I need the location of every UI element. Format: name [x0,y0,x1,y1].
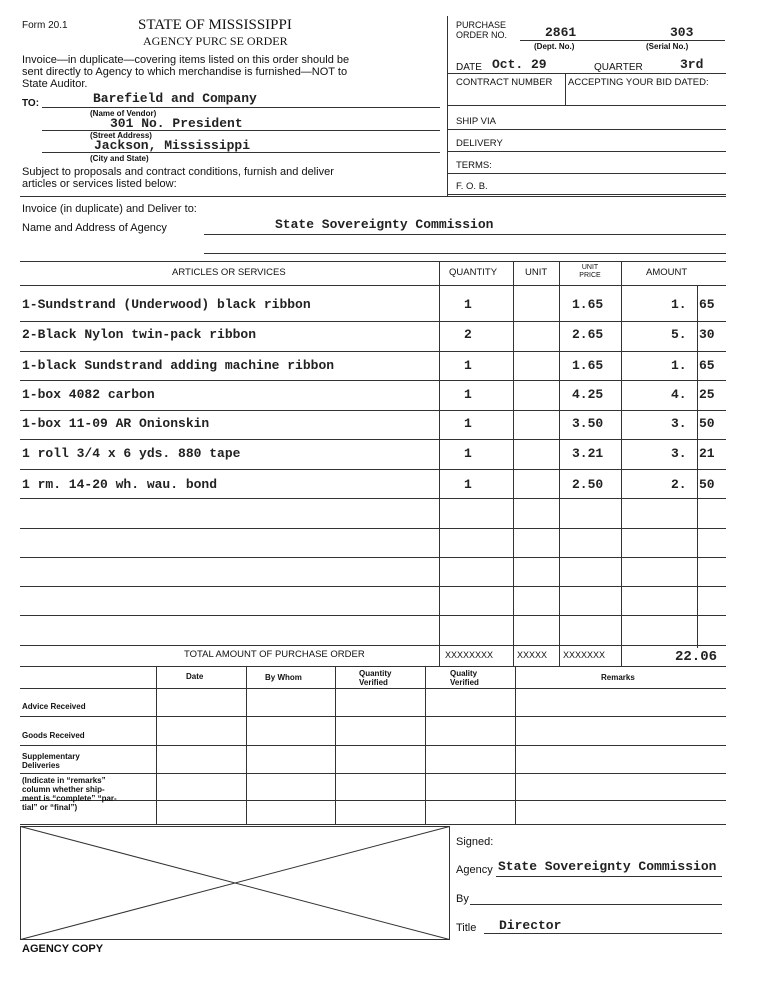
vendor-street-caption: (Street Address) [90,131,152,140]
total-qty-fill: XXXXXXXX [445,650,494,660]
vendor-name-caption: (Name of Vendor) [90,109,157,118]
col-amount: AMOUNT [646,267,688,278]
item-quantity: 2 [464,327,472,342]
item-amount-dollars: 1. [671,297,687,312]
col-remarks: Remarks [601,673,635,682]
item-amount-dollars: 2. [671,477,687,492]
header-divider [447,16,448,196]
by-label: By [456,893,469,905]
col-unit-price: UNIT PRICE [579,264,601,279]
item-quantity: 1 [464,416,472,431]
subject-text: Subject to proposals and contract conditions, furnish and deliver articles or services listed below: [22,166,334,190]
item-amount-cents: 30 [699,327,715,342]
goods-received-label: Goods Received [22,731,85,740]
crossed-out-box [20,826,450,940]
item-article: 1 roll 3/4 x 6 yds. 880 tape [22,446,241,461]
quarter-value: 3rd [680,57,704,72]
po-label: PURCHASE ORDER NO. [456,20,508,40]
invoice-deliver-line: Invoice (in duplicate) and Deliver to: [22,203,197,215]
item-amount-dollars: 1. [671,358,687,373]
item-quantity: 1 [464,358,472,373]
item-quantity: 1 [464,387,472,402]
col-articles: ARTICLES OR SERVICES [172,267,286,278]
supplementary-deliveries-label: Supplementary Deliveries [22,752,80,770]
col-quantity: QUANTITY [449,267,498,278]
total-price-fill: XXXXXXX [563,650,606,660]
item-unit-price: 2.65 [572,327,604,342]
quarter-label: QUARTER [594,62,643,73]
agency-copy-label: AGENCY COPY [22,943,104,955]
item-article: 1-black Sundstrand adding machine ribbon [22,358,335,373]
terms-label: TERMS: [456,160,492,171]
item-quantity: 1 [464,446,472,461]
item-amount-cents: 65 [699,297,715,312]
serial-number: 303 [670,25,694,40]
total-amount: 22.06 [675,649,718,665]
item-unit-price: 3.50 [572,416,604,431]
total-unit-fill: XXXXX [517,650,548,660]
delivery-label: DELIVERY [456,138,503,149]
item-article: 1-box 11-09 AR Onionskin [22,416,210,431]
col-by-whom: By Whom [265,673,302,682]
to-label: TO: [22,98,40,109]
item-amount-cents: 65 [699,358,715,373]
vendor-name: Barefield and Company [93,91,257,106]
signed-label: Signed: [456,836,494,848]
item-article: 1 rm. 14-20 wh. wau. bond [22,477,218,492]
serial-no-caption: (Serial No.) [646,42,689,51]
title-value: Director [499,918,562,933]
vendor-city: Jackson, Mississippi [94,138,251,153]
agency-sign-value: State Sovereignty Commission [498,859,717,874]
title-label: Title [456,922,477,934]
accepting-bid-label: ACCEPTING YOUR BID DATED: [568,77,709,88]
invoice-instructions: Invoice—in duplicate—covering items listed on this order should be sent directly to Agency to which merchandise is furnished—NOT to State Auditor. [22,54,350,90]
item-unit-price: 4.25 [572,387,604,402]
item-unit-price: 3.21 [572,446,604,461]
item-amount-dollars: 3. [671,446,687,461]
total-label: TOTAL AMOUNT OF PURCHASE ORDER [184,649,365,660]
advice-received-label: Advice Received [22,702,86,711]
item-amount-dollars: 4. [671,387,687,402]
ship-via-label: SHIP VIA [456,116,496,127]
col-date: Date [186,672,204,681]
dept-no-caption: (Dept. No.) [534,42,575,51]
item-amount-dollars: 5. [671,327,687,342]
item-unit-price: 2.50 [572,477,604,492]
form-title: AGENCY PURC SE ORDER [143,34,288,48]
item-article: 1-Sundstrand (Underwood) black ribbon [22,297,311,312]
item-amount-cents: 25 [699,387,715,402]
date-value: Oct. 29 [492,57,547,72]
item-quantity: 1 [464,477,472,492]
contract-number-label: CONTRACT NUMBER [456,77,553,88]
vendor-city-caption: (City and State) [90,154,149,163]
vendor-street: 301 No. President [110,116,243,131]
item-unit-price: 1.65 [572,358,604,373]
agency-address-value: State Sovereignty Commission [275,217,494,232]
item-unit-price: 1.65 [572,297,604,312]
item-article: 1-box 4082 carbon [22,387,155,402]
item-article: 2-Black Nylon twin-pack ribbon [22,327,257,342]
fob-label: F. O. B. [456,181,488,192]
agency-address-label: Name and Address of Agency [22,222,167,234]
item-quantity: 1 [464,297,472,312]
date-label: DATE [456,62,482,73]
agency-sign-label: Agency [456,864,493,876]
col-qty-verified: Quantity Verified [359,669,392,687]
form-number: Form 20.1 [22,20,68,31]
col-quality-verified: Quality Verified [450,669,479,687]
dept-number: 2861 [545,25,577,40]
item-amount-cents: 21 [699,446,715,461]
remarks-instructions: (Indicate in “remarks” column whether ship- ment is “complete” “par- tial” or “final”) [22,776,117,812]
item-amount-cents: 50 [699,416,715,431]
item-amount-cents: 50 [699,477,715,492]
col-unit: UNIT [525,267,548,278]
state-title: STATE OF MISSISSIPPI [138,17,292,33]
item-amount-dollars: 3. [671,416,687,431]
